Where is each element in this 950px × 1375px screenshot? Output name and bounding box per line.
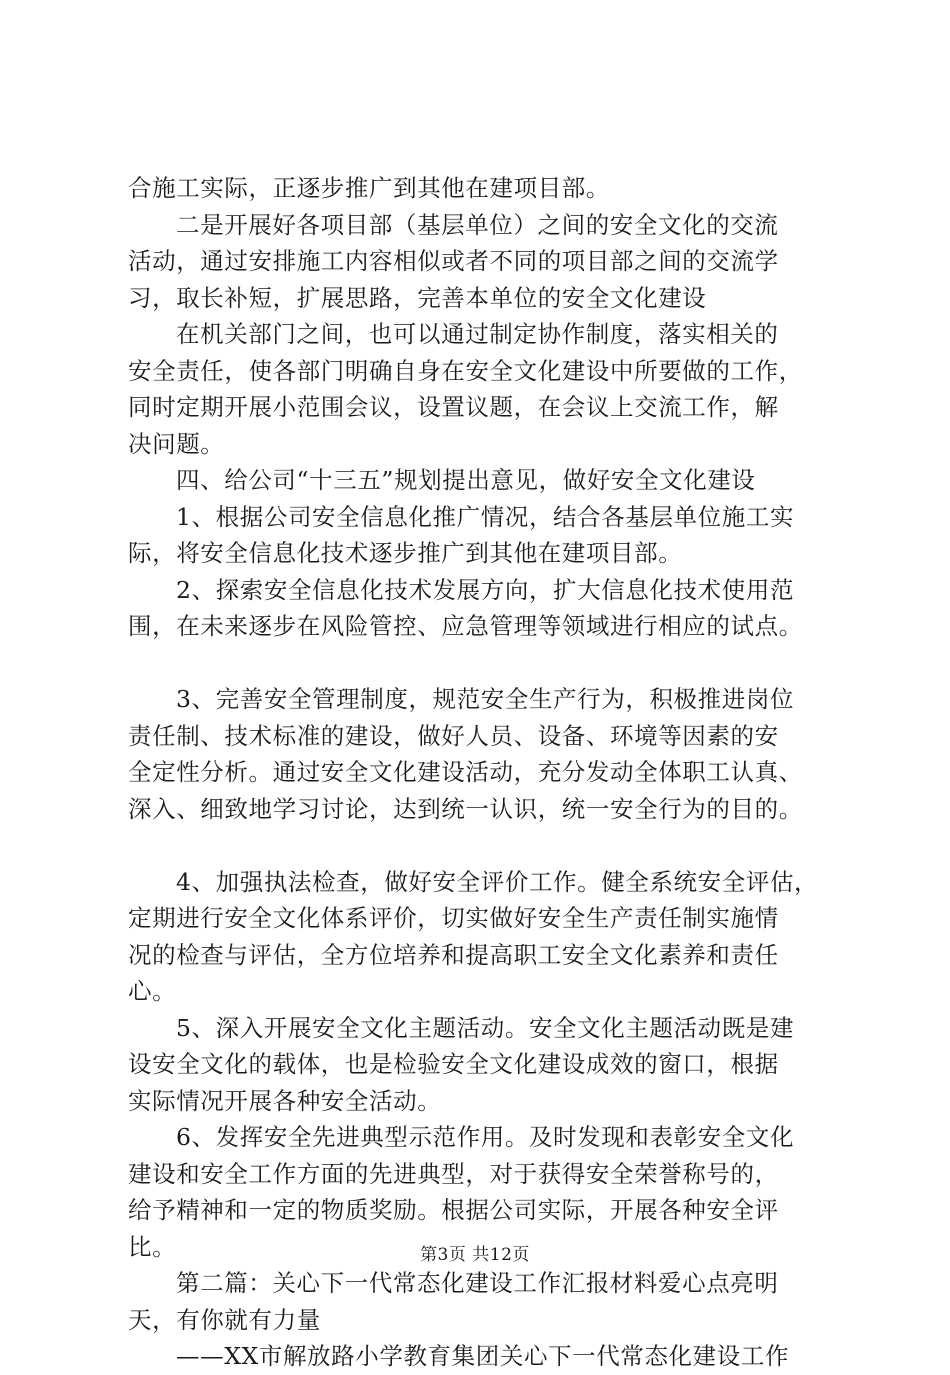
text-line: 同时定期开展小范围会议，设置议题，在会议上交流工作，解 [128,393,779,421]
text-line: 比。 [128,1232,177,1261]
text-line: 4、加强执法检查，做好安全评价工作。健全系统安全评估， [176,867,819,896]
text-line: 5、深入开展安全文化主题活动。安全文化主题活动既是建 [176,1013,795,1042]
text-line: 6、发挥安全先进典型示范作用。及时发现和表彰安全文化 [176,1123,795,1151]
paragraph-gap [128,827,828,864]
text-line: 习，取长补短，扩展思路，完善本单位的安全文化建设 [128,283,707,312]
text-line: 合施工实际，正逐步推广到其他在建项目部。 [128,174,610,202]
chapter-title: 第二篇：关心下一代常态化建设工作汇报材料爱心点亮明 [176,1269,779,1297]
text-line: 二是开展好各项目部（基层单位）之间的安全文化的交流 [176,210,779,239]
text-line: 责任制、技术标准的建设，做好人员、设备、环境等因素的安 [128,721,779,750]
page-number: 第3页 共12页 [420,1245,530,1265]
text-line: 心。 [128,977,177,1005]
text-line: 活动，通过安排施工内容相似或者不同的项目部之间的交流学 [128,247,779,275]
text-line: 定期进行安全文化体系评价，切实做好安全生产责任制实施情 [128,904,779,932]
text-line: 安全责任，使各部门明确自身在安全文化建设中所要做的工作， [128,356,803,385]
text-line: 设安全文化的载体，也是检验安全文化建设成效的窗口，根据 [128,1050,779,1078]
text-line: 际，将安全信息化技术逐步推广到其他在建项目部。 [128,539,683,567]
text-line: 决问题。 [128,429,225,458]
text-line: 2、探索安全信息化技术发展方向，扩大信息化技术使用范 [176,575,795,604]
text-line: 在机关部门之间，也可以通过制定协作制度，落实相关的 [176,320,779,348]
chapter-title: 天，有你就有力量 [128,1305,321,1334]
text-line: 给予精神和一定的物质奖励。根据公司实际，开展各种安全评 [128,1196,779,1224]
text-line: 围，在未来逐步在风险管控、应急管理等领域进行相应的试点。 [128,612,803,640]
text-line: 1、根据公司安全信息化推广情况，结合各基层单位施工实 [176,502,795,531]
text-line: 况的检查与评估，全方位培养和提高职工安全文化素养和责任 [128,940,779,969]
section-heading: 四、给公司“十三五”规划提出意见，做好安全文化建设 [176,466,756,494]
text-line: 深入、细致地学习讨论，达到统一认识，统一安全行为的目的。 [128,794,803,823]
paragraph-gap [128,645,828,682]
text-line: 实际情况开展各种安全活动。 [128,1086,442,1115]
text-line: 3、完善安全管理制度，规范安全生产行为，积极推进岗位 [176,685,795,713]
body-text [128,170,828,1375]
text-line: 建设和安全工作方面的先进典型，对于获得安全荣誉称号的， [128,1159,779,1188]
text-line: 全定性分析。通过安全文化建设活动，充分发动全体职工认真、 [128,758,803,786]
chapter-subtitle: ——XX市解放路小学教育集团关心下一代常态化建设工作 [176,1342,790,1370]
